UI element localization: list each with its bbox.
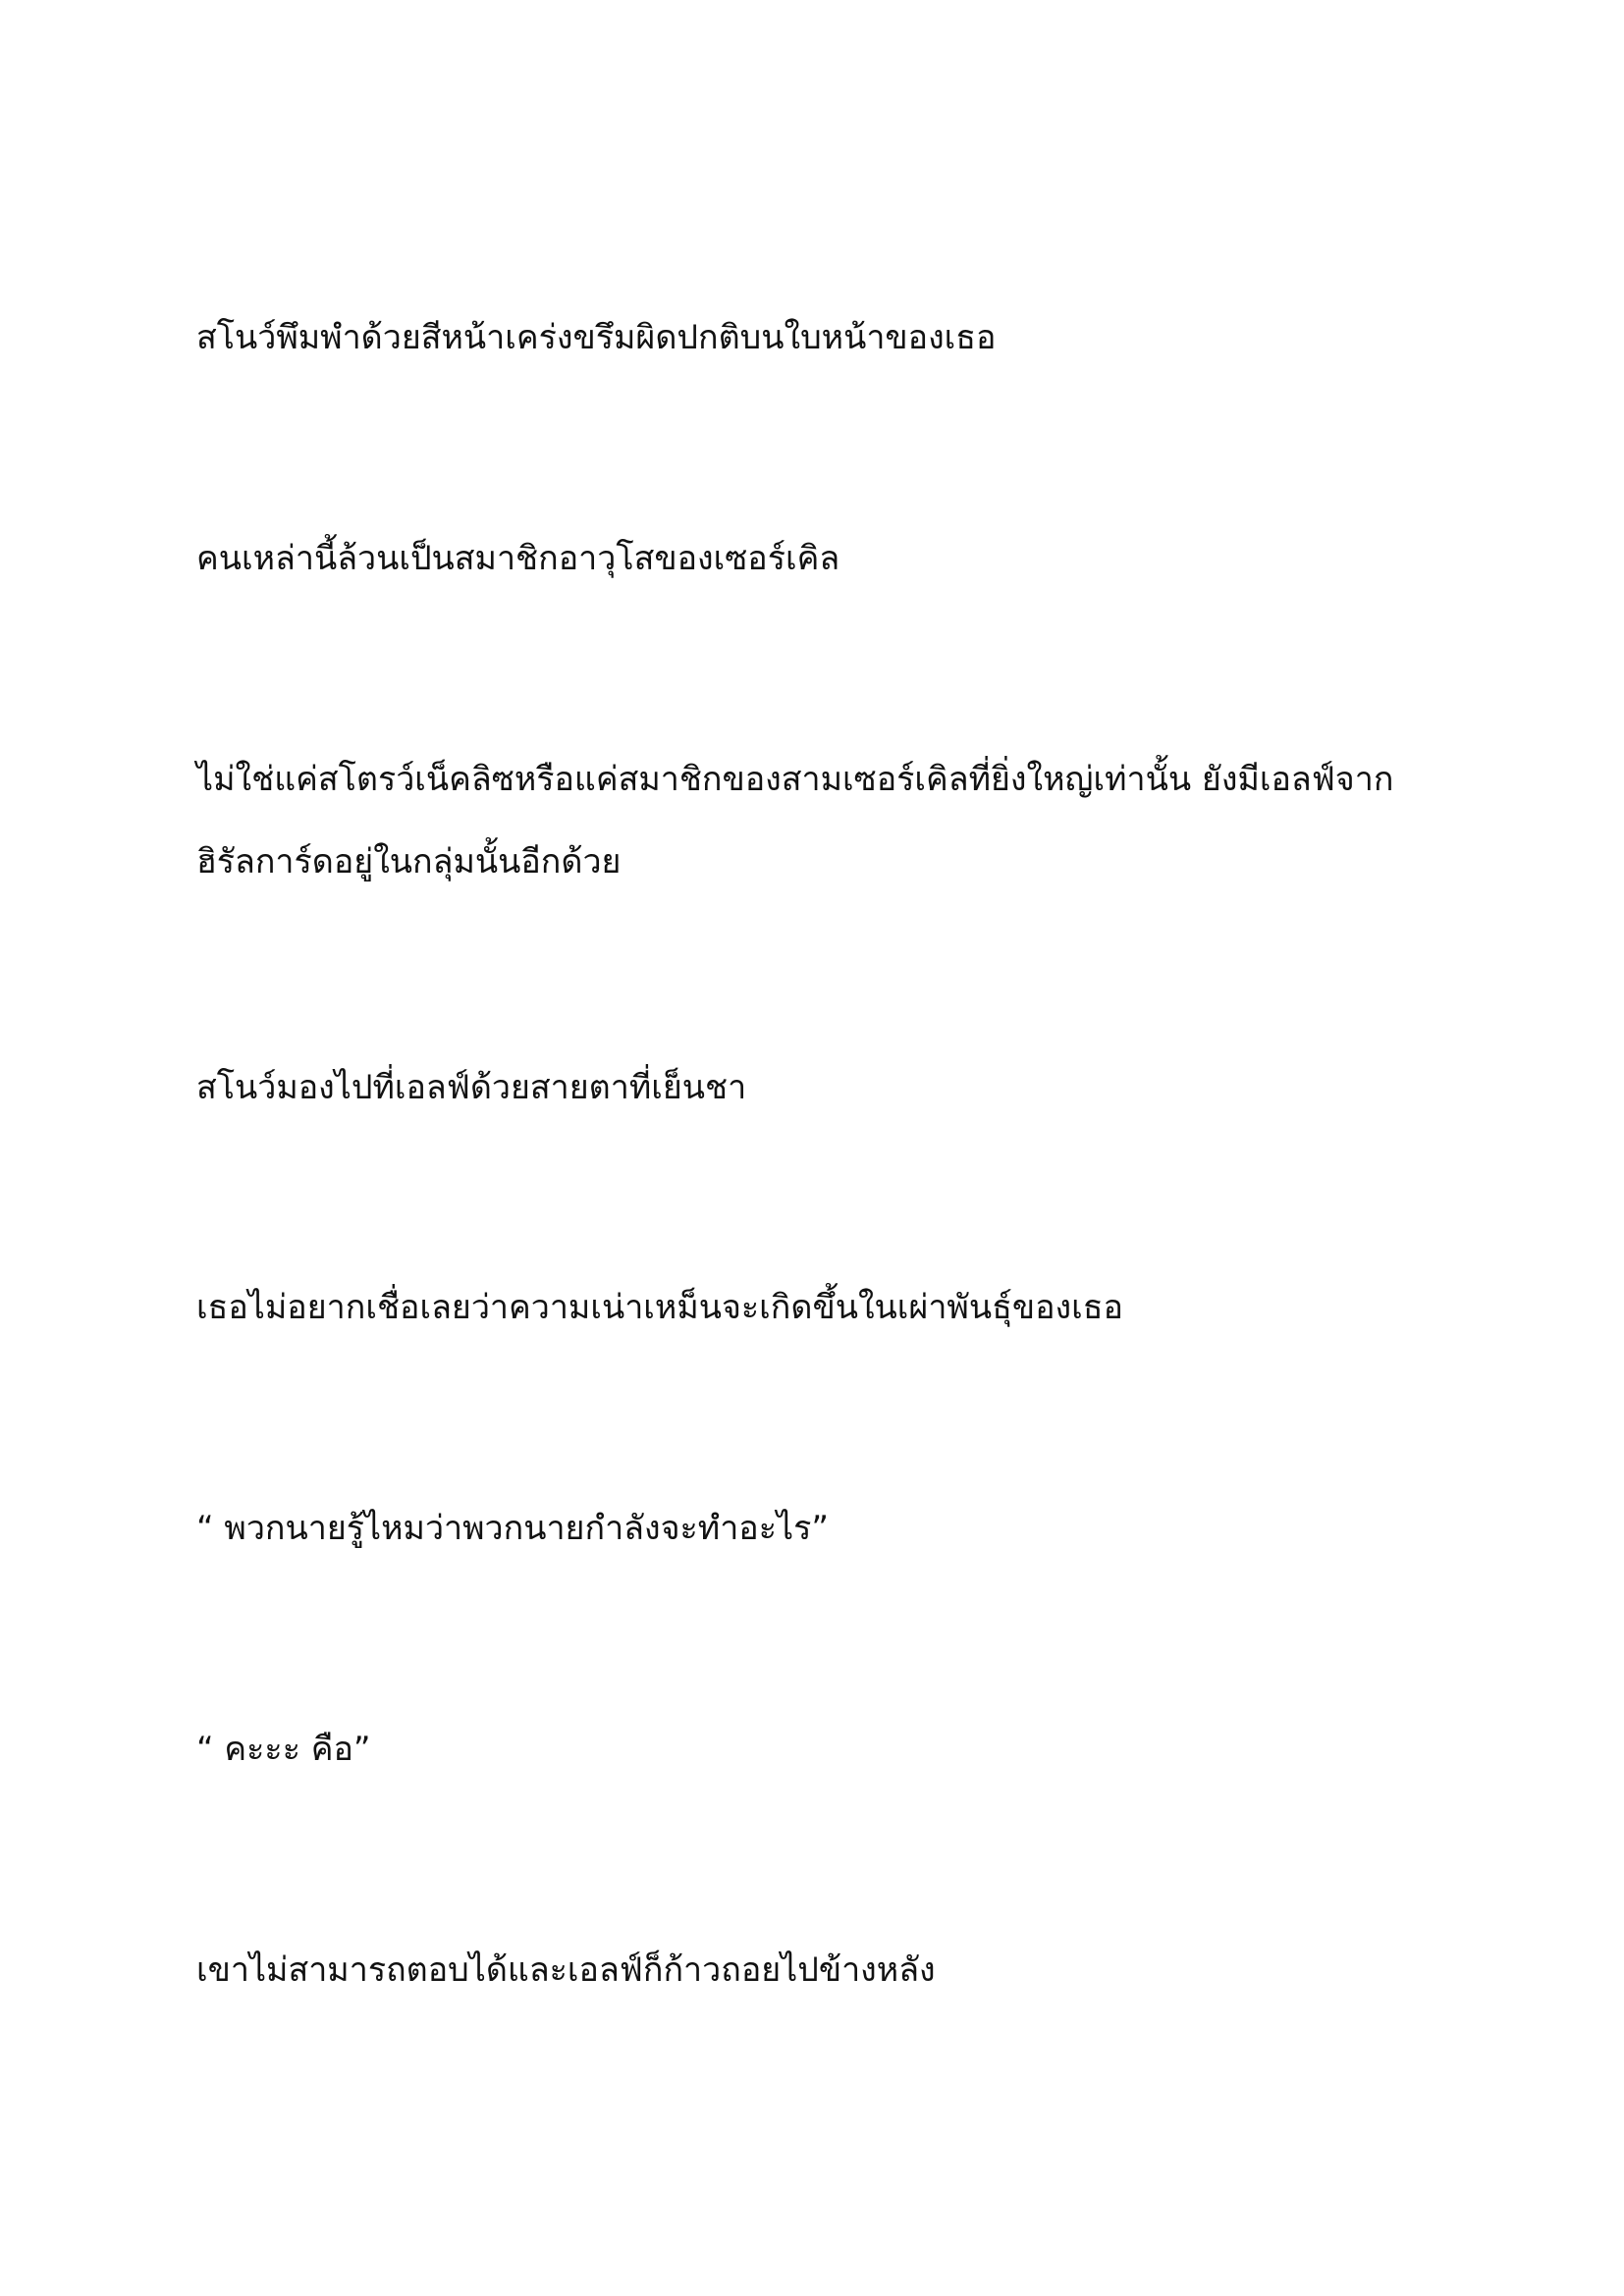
paragraph-snow-murmur: สโนว์พึมพำด้วยสีหน้าเคร่งขรึมผิดปกติบนใบหน้าของเธอ xyxy=(196,318,997,357)
paragraph-not-only-line-2: ฮิรัลการ์ดอยู่ในกลุ่มนั้นอีกด้วย xyxy=(196,842,622,881)
paragraph-elf-steps-back: เขาไม่สามารถตอบได้และเอลฟ์ก็ก้าวถอยไปข้างหลัง xyxy=(196,1950,936,1990)
paragraph-dialogue-stammer: “ คะะะ คือ” xyxy=(196,1730,371,1769)
paragraph-disbelief: เธอไม่อยากเชื่อเลยว่าความเน่าเหม็นจะเกิดขึ้นในเผ่าพันธุ์ของเธอ xyxy=(196,1288,1123,1327)
paragraph-dialogue-question: “ พวกนายรู้ไหมว่าพวกนายกำลังจะทำอะไร” xyxy=(196,1509,829,1548)
paragraph-senior-members: คนเหล่านี้ล้วนเป็นสมาชิกอาวุโสของเซอร์เคิล xyxy=(196,539,840,578)
paragraph-snow-looks: สโนว์มองไปที่เอลฟ์ด้วยสายตาที่เย็นชา xyxy=(196,1068,747,1107)
paragraph-not-only-line-1: ไม่ใช่แค่สโตรว์เน็คลิซหรือแค่สมาชิกของสามเซอร์เคิลที่ยิ่งใหญ่เท่านั้น ยังมีเอลฟ์จาก xyxy=(196,760,1394,799)
